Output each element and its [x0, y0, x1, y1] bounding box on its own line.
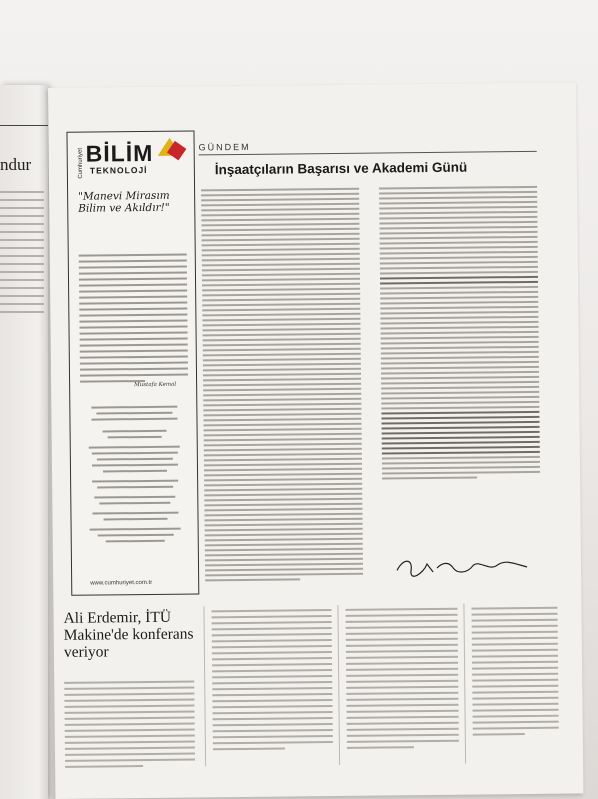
sidebar-quote-body: [79, 250, 188, 383]
lower-article-column-1: [64, 677, 195, 768]
previous-page-edge: [0, 85, 48, 799]
logo-teknoloji-text: TEKNOLOJİ: [89, 164, 148, 176]
article-headline: İnşaatçıların Başarısı ve Akademi Günü: [214, 159, 468, 178]
sidebar-author: Mustafa Kemal: [134, 381, 177, 389]
lower-article-headline: Ali Erdemir, İTÜ Makine'de konferans veriyor: [63, 608, 194, 661]
lower-article-column-3: [345, 604, 459, 749]
bilim-teknoloji-logo: [78, 138, 186, 183]
sidebar-box: [66, 130, 199, 595]
newspaper-page: [48, 82, 583, 798]
logo-bilim-text: BİLİM: [85, 139, 154, 167]
article-column-right: [379, 183, 540, 480]
previous-page-fragment: ndur: [0, 155, 32, 174]
logo-cumhuriyet-text: Cumhuriyet: [77, 147, 84, 179]
sidebar-url: www.cumhuriyet.com.tr: [90, 579, 153, 587]
section-label: GÜNDEM: [198, 141, 251, 153]
author-signature: [393, 553, 533, 578]
sidebar-quote-title: "Manevi Mirasım Bilim ve Akıldır!": [78, 189, 170, 215]
lower-article-column-4: [471, 603, 558, 736]
lower-article-column-2: [211, 605, 333, 750]
sidebar-imprint: [80, 402, 189, 543]
article-column-left: [201, 185, 363, 582]
